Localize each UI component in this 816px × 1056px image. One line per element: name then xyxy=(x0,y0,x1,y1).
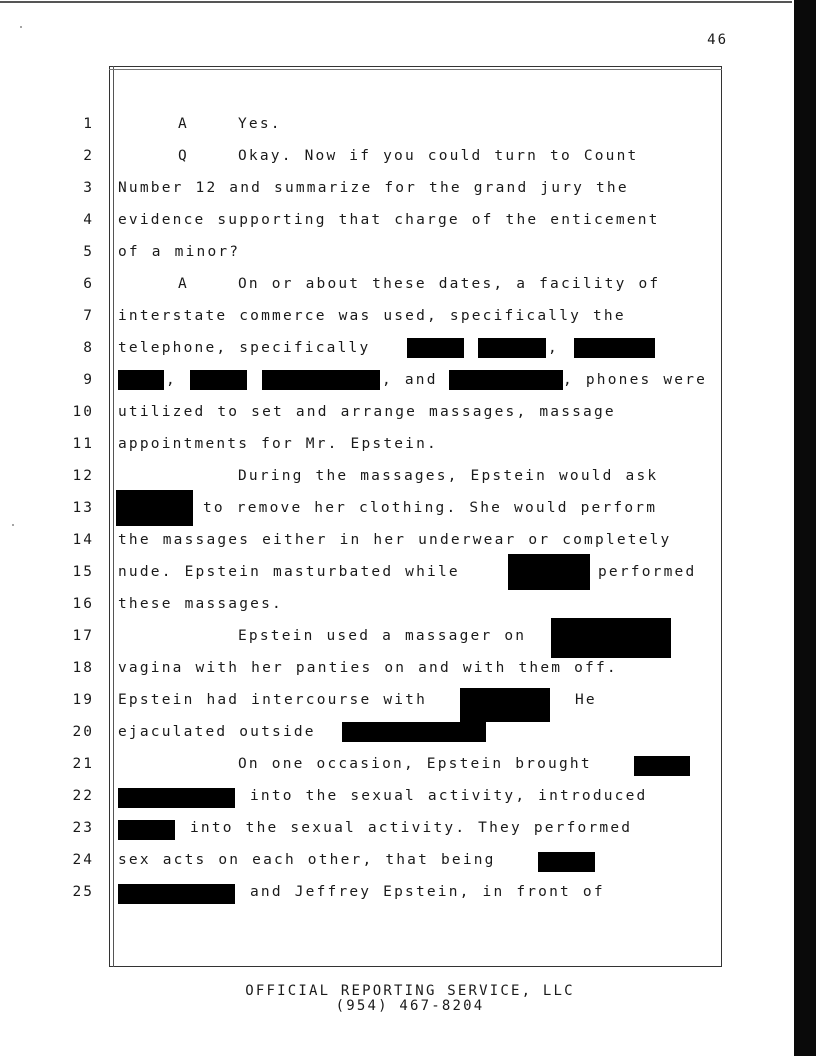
transcript-line xyxy=(0,364,792,396)
line-text: , xyxy=(166,372,177,388)
line-number: 14 xyxy=(72,532,94,548)
line-text: He xyxy=(575,692,597,708)
line-number: 3 xyxy=(83,180,94,196)
line-number: 4 xyxy=(83,212,94,228)
line-number: 17 xyxy=(72,628,94,644)
redaction-block xyxy=(449,370,563,390)
transcript-line xyxy=(0,588,792,620)
redaction-block xyxy=(190,370,247,390)
line-number: 10 xyxy=(72,404,94,420)
line-number: 7 xyxy=(83,308,94,324)
line-text: these massages. xyxy=(118,596,283,612)
line-text: , phones were xyxy=(563,372,708,388)
line-number: 22 xyxy=(72,788,94,804)
transcript-line xyxy=(0,716,792,748)
line-number: 19 xyxy=(72,692,94,708)
line-number: 5 xyxy=(83,244,94,260)
transcript-line xyxy=(0,812,792,844)
line-number: 21 xyxy=(72,756,94,772)
line-text: , xyxy=(548,340,559,356)
transcript-line xyxy=(0,652,792,684)
transcript-line xyxy=(0,620,792,652)
transcript-line xyxy=(0,236,792,268)
reporter-company: OFFICIAL REPORTING SERVICE, LLC xyxy=(245,983,575,999)
transcript-line xyxy=(0,780,792,812)
line-number: 16 xyxy=(72,596,94,612)
redaction-block xyxy=(508,554,590,590)
scan-edge-strip xyxy=(794,0,816,1056)
line-text: During the massages, Epstein would ask xyxy=(238,468,659,484)
redaction-block xyxy=(118,788,235,808)
page-number: 46 xyxy=(707,32,728,48)
speaker-label: A xyxy=(178,116,189,132)
line-number: 23 xyxy=(72,820,94,836)
line-text: evidence supporting that charge of the enticement xyxy=(118,212,660,228)
redaction-block xyxy=(538,852,595,872)
transcript-line xyxy=(0,684,792,716)
transcript-line xyxy=(0,268,792,300)
transcript-line xyxy=(0,460,792,492)
reporter-phone: (954) 467-8204 xyxy=(335,998,485,1014)
redaction-block xyxy=(118,820,175,840)
line-number: 24 xyxy=(72,852,94,868)
transcript-line xyxy=(0,300,792,332)
line-number: 15 xyxy=(72,564,94,580)
line-number: 9 xyxy=(83,372,94,388)
line-text: On one occasion, Epstein brought xyxy=(238,756,592,772)
redaction-block xyxy=(574,338,655,358)
scan-speck xyxy=(20,26,22,28)
line-text: and Jeffrey Epstein, in front of xyxy=(250,884,605,900)
transcript-line xyxy=(0,428,792,460)
line-text: Yes. xyxy=(238,116,282,132)
reporter-footer xyxy=(160,984,660,1014)
transcript-line xyxy=(0,396,792,428)
line-number: 13 xyxy=(72,500,94,516)
line-text: to remove her clothing. She would perform xyxy=(203,500,658,516)
line-text: Number 12 and summarize for the grand jury the xyxy=(118,180,629,196)
line-number: 8 xyxy=(83,340,94,356)
transcript-line xyxy=(0,492,792,524)
line-text: telephone, specifically xyxy=(118,340,371,356)
line-number: 2 xyxy=(83,148,94,164)
transcript-line xyxy=(0,748,792,780)
line-text: of a minor? xyxy=(118,244,241,260)
redaction-block xyxy=(262,370,380,390)
line-text: vagina with her panties on and with them off. xyxy=(118,660,618,676)
line-number: 11 xyxy=(72,436,94,452)
speaker-label: Q xyxy=(178,148,189,164)
line-number: 1 xyxy=(83,116,94,132)
line-number: 12 xyxy=(72,468,94,484)
line-text: performed xyxy=(598,564,697,580)
redaction-block xyxy=(118,370,164,390)
top-scan-rule xyxy=(0,1,792,3)
line-text: nude. Epstein masturbated while xyxy=(118,564,460,580)
line-text: the massages either in her underwear or completely xyxy=(118,532,672,548)
redaction-block xyxy=(342,722,486,742)
line-text: , and xyxy=(382,372,438,388)
redaction-block xyxy=(478,338,546,358)
line-text: On or about these dates, a facility of xyxy=(238,276,661,292)
line-text: into the sexual activity. They performed xyxy=(190,820,633,836)
line-text: sex acts on each other, that being xyxy=(118,852,496,868)
transcript-line xyxy=(0,332,792,364)
transcript-line xyxy=(0,556,792,588)
line-text: appointments for Mr. Epstein. xyxy=(118,436,438,452)
transcript-line xyxy=(0,172,792,204)
line-number: 25 xyxy=(72,884,94,900)
line-number: 18 xyxy=(72,660,94,676)
redaction-block xyxy=(634,756,690,776)
transcript-line xyxy=(0,524,792,556)
line-text: interstate commerce was used, specifically the xyxy=(118,308,626,324)
line-number: 20 xyxy=(72,724,94,740)
speaker-label: A xyxy=(178,276,189,292)
transcript-line xyxy=(0,204,792,236)
redaction-block xyxy=(407,338,464,358)
line-number: 6 xyxy=(83,276,94,292)
line-text: Okay. Now if you could turn to Count xyxy=(238,148,639,164)
line-text: Epstein used a massager on xyxy=(238,628,527,644)
transcript-line xyxy=(0,876,792,908)
transcript-line xyxy=(0,108,792,140)
redaction-block xyxy=(118,884,235,904)
line-text: Epstein had intercourse with xyxy=(118,692,428,708)
redaction-block xyxy=(116,490,193,526)
transcript-line xyxy=(0,844,792,876)
line-text: ejaculated outside xyxy=(118,724,316,740)
line-text: into the sexual activity, introduced xyxy=(250,788,648,804)
line-text: utilized to set and arrange massages, massage xyxy=(118,404,616,420)
transcript-line xyxy=(0,140,792,172)
